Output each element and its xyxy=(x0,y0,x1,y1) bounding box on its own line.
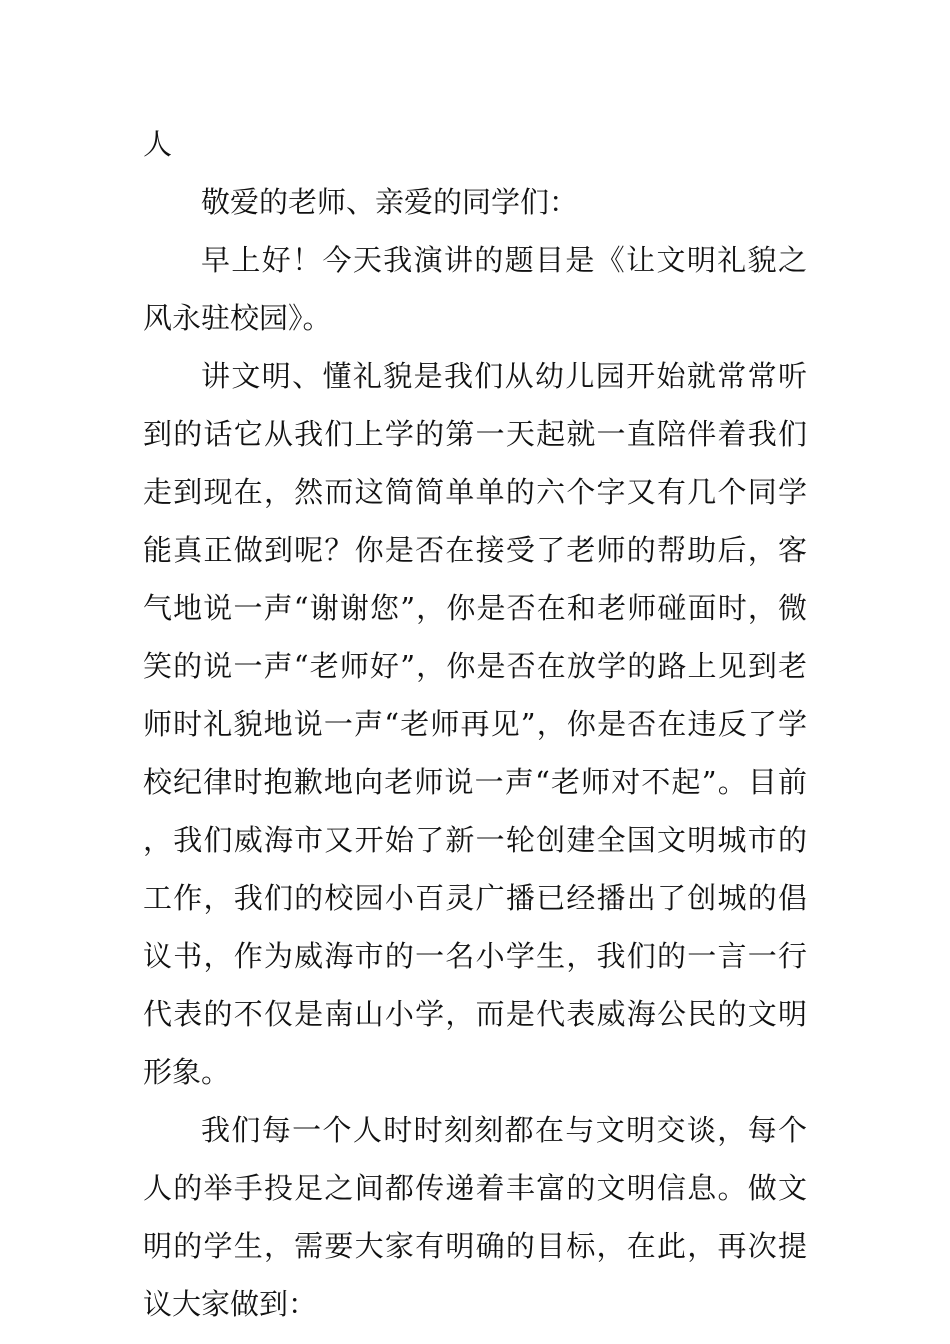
body-paragraph-1: 讲文明、懂礼貌是我们从幼儿园开始就常常听到的话它从我们上学的第一天起就一直陪伴着我们走到现在，然而这简简单单的六个字又有几个同学能真正做到呢？你是否在接受了老师的帮助后，客气地说一声“谢谢您”，你是否在和老师碰面时，微笑的说一声“老师好”，你是否在放学的路上见到老师时礼貌地说一声“老师再见”，你是否在违反了学校纪律时抱歉地向老师说一声“老师对不起”。目前，我们威海市又开始了新一轮创建全国文明城市的工作，我们的校园小百灵广播已经播出了创城的倡议书，作为威海市的一名小学生，我们的一言一行代表的不仅是南山小学，而是代表威海公民的文明形象。 xyxy=(143,359,807,1089)
salutation: 敬爱的老师、亲爱的同学们： xyxy=(201,185,579,219)
speech-text xyxy=(143,115,807,1333)
greeting-paragraph: 早上好！今天我演讲的题目是《让文明礼貌之风永驻校园》。 xyxy=(143,243,807,335)
body-paragraph-2: 我们每一个人时时刻刻都在与文明交谈，每个人的举手投足之间都传递着丰富的文明信息。做文明的学生，需要大家有明确的目标，在此，再次提议大家做到： xyxy=(143,1113,807,1321)
carryover-line: 人 xyxy=(143,127,173,161)
